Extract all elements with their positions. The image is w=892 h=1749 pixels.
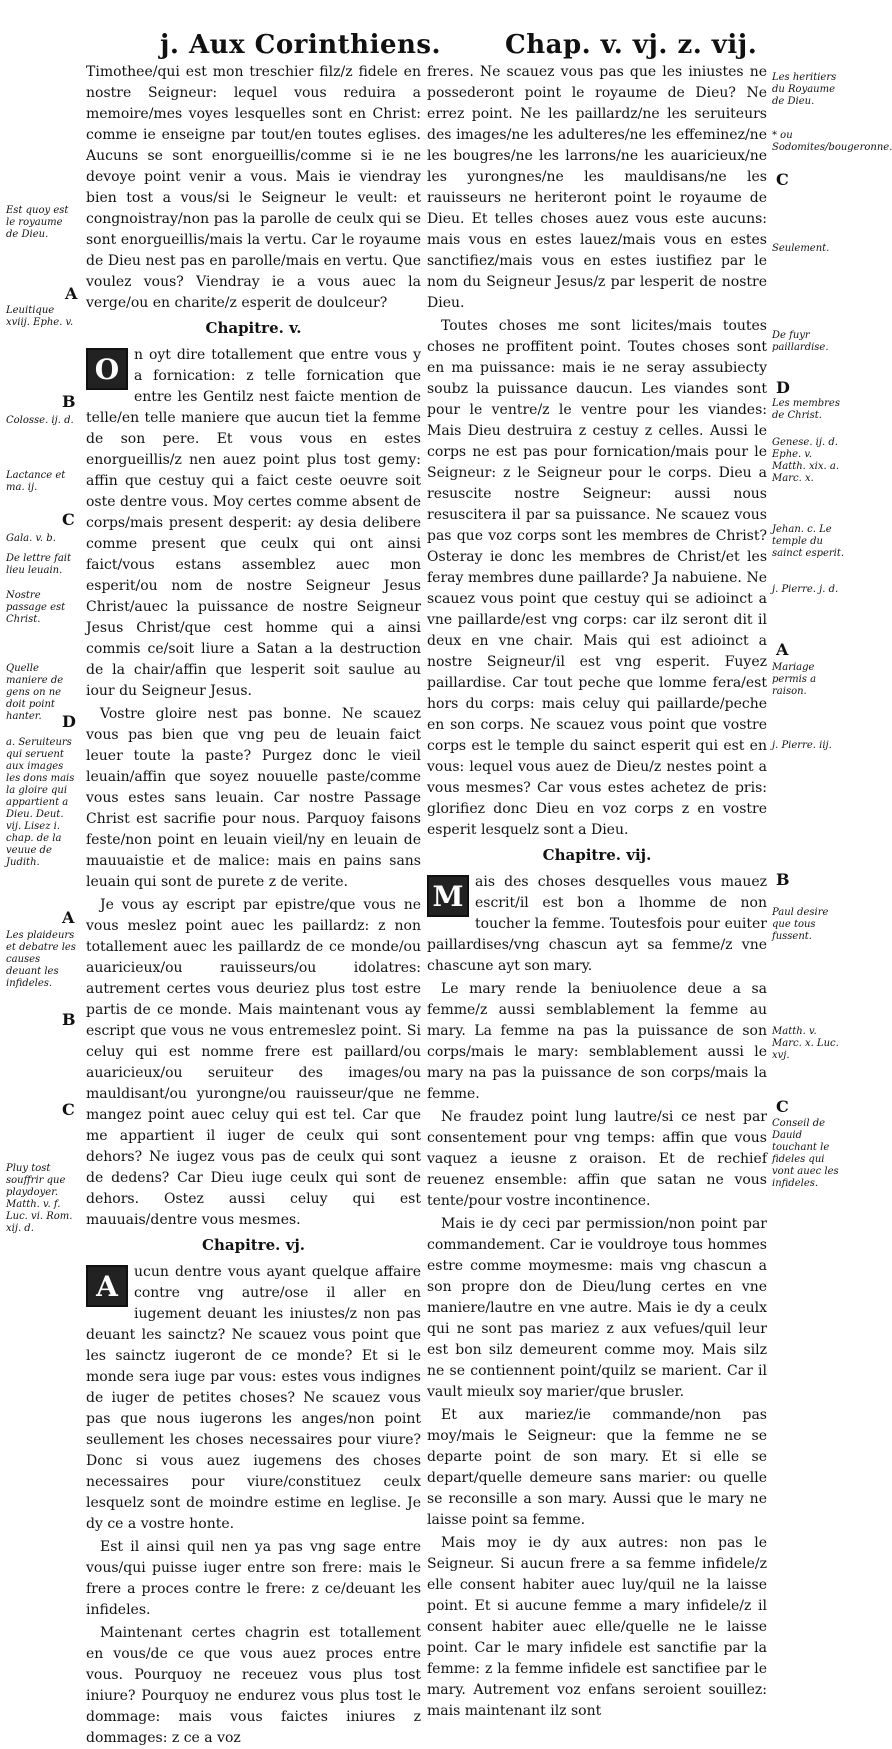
paragraph: freres. Ne scauez vous pas que les iniustes ne possederont point le royaume de Dieu? Ne errez point. Ne les paillardz/ne les seruiteurs des images/ne les adulteres/ne les effeminez/ne les bougres/ne les larrons/ne les auaricieux/ne les yurongnes/ne les mauldisans/ne les rauisseurs ne heriteront point le royaume de Dieu. Et telles choses auez vous este aucuns: mais vous en estes lauez/mais vous en estes sanctifiez/mais vous en estes iustifiez par le nom du Seigneur Jesus/z par lesperit de nostre Dieu. bbox=[427, 64, 767, 311]
chapter-7-first-paragraph bbox=[427, 872, 767, 977]
paragraph-text: ais des choses desquelles vous mauez escrit/il est bon a lhomme de non toucher la femme. Toutesfois pour euiter paillardises/vng chascun ayt sa femme/z vne chascune ayt son mary. bbox=[427, 874, 767, 974]
margin-letter: A bbox=[62, 908, 75, 927]
margin-note: Lactance et ma. ij. bbox=[6, 470, 66, 493]
chapter-6-first-paragraph bbox=[86, 1262, 421, 1535]
margin-note: Jehan. c. Le temple du sainct esperit. bbox=[772, 524, 845, 559]
margin-note: De fuyr paillardise. bbox=[772, 330, 829, 353]
margin-note: j. Pierre. iij. bbox=[772, 740, 832, 751]
margin-note: Seulement. bbox=[772, 243, 830, 254]
dropcap-ornament: A bbox=[86, 1265, 128, 1307]
margin-note: Nostre passage est Christ. bbox=[6, 590, 66, 625]
paragraph: Vostre gloire nest pas bonne. Ne scauez vous pas bien que vng peu de leuain faict leuer toute la paste? Purgez donc le vieil leuain/affin que soyez nouuelle paste/comme vous estes sans leuain. Car nostre Passage Christ est sacrifie pour nous. Parquoy faisons feste/non point en leuain vieil/ny en leuain de mauuaistie et de malice: mais en pains sans leuain qui sont de purete z de verite. bbox=[86, 706, 421, 890]
chapter-heading-5: Chapitre. v. bbox=[205, 319, 302, 337]
paragraph: Et aux mariez/ie commande/non pas moy/mais le Seigneur: que la femme ne se departe point de son mary. Et si elle se depart/quelle demeure sans marier: ou quelle se reconsille a son mary. Aussi que le mary ne laisse point sa femme. bbox=[427, 1407, 767, 1528]
margin-note: Mariage permis a raison. bbox=[772, 662, 817, 697]
chapter-heading-7: Chapitre. vij. bbox=[542, 846, 652, 864]
left-text-column bbox=[86, 62, 421, 1746]
margin-note: Pluy tost souffrir que playdoyer. Matth. v. f. Luc. vi. Rom. xij. d. bbox=[6, 1163, 73, 1234]
margin-letter: C bbox=[776, 1097, 789, 1116]
paragraph: Je vous ay escript par epistre/que vous ne vous meslez point auec les paillardz: z non totallement auec les paillardz de ce monde/ou auaricieux/ou rauisseurs/ou idolatres: autrement certes vous deuriez plus tost estre partis de ce monde. Mais maintenant vous ay escript que vous ne vous entremeslez point. Si celuy qui est nomme frere est paillard/ou auaricieux/ou seruiteur des images/ou mauldisant/ou yurongne/ou rauisseur/que ne mangez point auec celuy qui est tel. Car que me appartient il iuger de ceulx qui sont dehors? Ne iugez vous pas de ceulx qui sont de dedens? Car Dieu iuge ceulx qui sont de dehors. Ostez aussi celuy qui est mauuais/dentre vous mesmes. bbox=[86, 897, 421, 1228]
dropcap-ornament: O bbox=[86, 348, 128, 390]
margin-note: Les membres de Christ. bbox=[772, 398, 840, 421]
margin-note: Gala. v. b. bbox=[6, 533, 56, 544]
margin-letter: A bbox=[65, 284, 78, 303]
margin-letter: B bbox=[62, 1010, 76, 1029]
paragraph: Ne fraudez point lung lautre/si ce nest par consentement pour vng temps: affin que vous vaquez a ieusne z oraison. Et de rechief reuenez ensemble: affin que satan ne vous tente/pour vostre incontinence. bbox=[427, 1109, 767, 1209]
running-head-left: j. Aux Corinthiens. bbox=[160, 30, 442, 60]
paragraph: Le mary rende la beniuolence deue a sa femme/z aussi semblablement la femme au mary. La femme na pas la puissance de son corps/mais le mary: semblablement aussi le mary na pas la puissance de son corps/mais la femme. bbox=[427, 981, 767, 1102]
margin-note: Matth. v. Marc. x. Luc. xvj. bbox=[772, 1026, 839, 1061]
paragraph-text: ucun dentre vous ayant quelque affaire contre vng autre/ose il aller en iugement deuant les iniustes/z non pas deuant les sainctz? Ne scauez vous point que les sainctz iugeront de ce monde? Et si le monde sera iuge par vous: estes vous indignes de iuger de petites choses? Ne scauez vous pas que nous iugerons les anges/non point seullement les choses necessaires pour viure? Donc si vous auez iugemens des choses necessaires pour viure/constituez ceulx lesquelz sont de moindre estime en leglise. Je dy ce a vostre honte. bbox=[86, 1264, 421, 1532]
margin-letter: C bbox=[776, 170, 789, 189]
margin-note: Les plaideurs et debatre les causes deuant les infideles. bbox=[6, 930, 76, 989]
chapter-heading-6: Chapitre. vj. bbox=[202, 1236, 305, 1254]
margin-note: De lettre fait lieu leuain. bbox=[6, 553, 72, 576]
paragraph: Timothee/qui est mon treschier filz/z fidele en nostre Seigneur: lequel vous reduira a memoire/mes voyes lesquelles sont en Christ: comme ie enseigne par tout/en toutes eglises. Aucuns se sont enorgueillis/comme si ie ne devoye point venir a vous. Mais ie viendray bien tost a vous/si le Seigneur le veult: et congnoistray/non pas la parolle de ceulx qui se sont enorgueillis/mais la vertu. Car le royaume de Dieu nest pas en parolle/mais en vertu. Que voulez vous? Viendray ie a vous auec la verge/ou en charite/z esperit de doulceur? bbox=[86, 64, 421, 311]
paragraph: Mais moy ie dy aux autres: non pas le Seigneur. Si aucun frere a sa femme infidele/z elle consent habiter auec luy/quil ne la laisse point. Et si aucune femme a mary infidele/z il consent habiter auec elle/quelle ne le laisse point. Car le mary infidele est sanctifie par la femme: z la femme infidele est sanctifiee par le mary. Autrement voz enfans seroient souillez: mais maintenant ilz sont bbox=[427, 1535, 767, 1719]
margin-note: Les heritiers du Royaume de Dieu. bbox=[772, 72, 837, 107]
running-head-right: Chap. v. vj. z. vij. bbox=[505, 30, 758, 60]
chapter-5-first-paragraph bbox=[86, 345, 421, 702]
margin-note: Paul desire que tous fussent. bbox=[772, 907, 829, 942]
margin-note: Est quoy est le royaume de Dieu. bbox=[6, 205, 69, 240]
dropcap-ornament: M bbox=[427, 875, 469, 917]
margin-note: a. Seruiteurs qui seruent aux images les dons mais la gloire qui appartient a Dieu. Deut. vij. Lisez i. chap. de la veuue de Judith. bbox=[6, 737, 75, 868]
margin-letter: A bbox=[776, 640, 789, 659]
margin-note: Colosse. ij. d. bbox=[6, 415, 74, 426]
paragraph: Maintenant certes chagrin est totallement en vous/de ce que vous auez proces entre vous. Pourquoy ne receuez vous plus tost iniure? Pourquoy ne endurez vous plus tost le dommage: mais vous faictes iniures z dommages: z ce a voz bbox=[86, 1625, 421, 1746]
margin-note: Conseil de Dauid touchant le fideles qui vont auec les infideles. bbox=[772, 1118, 839, 1189]
paragraph: Mais ie dy ceci par permission/non point par commandement. Car ie vouldroye tous hommes estre comme moymesme: mais vng chascun a son propre don de Dieu/lung certes en vne maniere/lautre en vne autre. Mais ie dy a ceulx qui ne sont pas mariez z aux vefues/quil leur est bon silz demeurent comme moy. Mais silz ne se contiennent point/quilz se marient. Car il vault mieulx soy marier/que brusler. bbox=[427, 1216, 767, 1400]
margin-letter: D bbox=[62, 712, 76, 731]
margin-note: * ou Sodomites/bougeronne. bbox=[772, 130, 892, 153]
margin-note: Quelle maniere de gens on ne doit point hanter. bbox=[6, 663, 64, 722]
paragraph: Toutes choses me sont licites/mais toutes choses ne proffitent point. Toutes choses sont en ma puissance: mais ie ne seray assubiecty soubz la puissance daucun. Les viandes sont pour le ventre/z le ventre pour les viandes: Mais Dieu destruira z cestuy z celles. Aussi le corps ne est pas pour fornication/mais pour le Seigneur: z le Seigneur pour le corps. Dieu a resuscite nostre Seigneur: aussi nous resuscitera il par sa puissance. Ne scauez vous pas que voz corps sont les membres de Christ? Osteray ie donc les membres de Christ/et les feray membres dune paillarde? Ja nabuiene. Ne scauez vous point que cestuy qui se adioinct a vne paillarde/est vng corps: car ilz seront dit il deux en vne chair. Mais qui est adioinct a nostre Seigneur/il est vng esperit. Fuyez paillardise. Car tout peche que lomme fera/est hors du corps: mais celuy qui paillarde/peche en son corps. Ne scauez vous point que vostre corps est le temple du sainct esperit qui est en vous: lequel vous auez de Dieu/z nestes point a vous mesmes? Car vous estes achetez de pris: glorifiez donc Dieu en voz corps z en vostre esperit lesquelz sont a Dieu. bbox=[427, 318, 767, 838]
paragraph-text: n oyt dire totallement que entre vous y a fornication: z telle fornication que entre les Gentilz nest faicte mention de telle/en telle maniere que aucun tiet la femme de son pere. Et vous vous en estes enorgueillis/z nen auez point plus tost gemy: affin que cestuy qui a faict ceste oeuvre soit oste dentre vous. Moy certes comme absent de corps/mais present desperit: ay desia delibere comme present que ceulx qui ont ainsi faict/vous estans assemblez auec mon esperit/ou nom de nostre Seigneur Jesus Christ/auec la puissance de nostre Seigneur Jesus Christ/que cest homme qui a ainsi commis ce/soit liure a Satan a la destruction de la chair/affin que lesperit soit saulue au iour du Seigneur Jesus. bbox=[86, 347, 421, 699]
margin-letter: C bbox=[62, 510, 75, 529]
margin-note: j. Pierre. j. d. bbox=[772, 584, 839, 595]
margin-letter: B bbox=[776, 870, 790, 889]
margin-letter: C bbox=[62, 1100, 75, 1119]
margin-note: Genese. ij. d. Ephe. v. Matth. xix. a. Marc. x. bbox=[772, 437, 840, 484]
margin-letter: D bbox=[776, 378, 790, 397]
margin-note: Leuitique xviij. Ephe. v. bbox=[6, 305, 74, 328]
margin-letter: B bbox=[62, 392, 76, 411]
paragraph: Est il ainsi quil nen ya pas vng sage entre vous/qui puisse iuger entre son frere: mais le frere a proces contre le frere: z ce/deuant les infideles. bbox=[86, 1539, 421, 1618]
right-text-column bbox=[427, 62, 767, 1719]
